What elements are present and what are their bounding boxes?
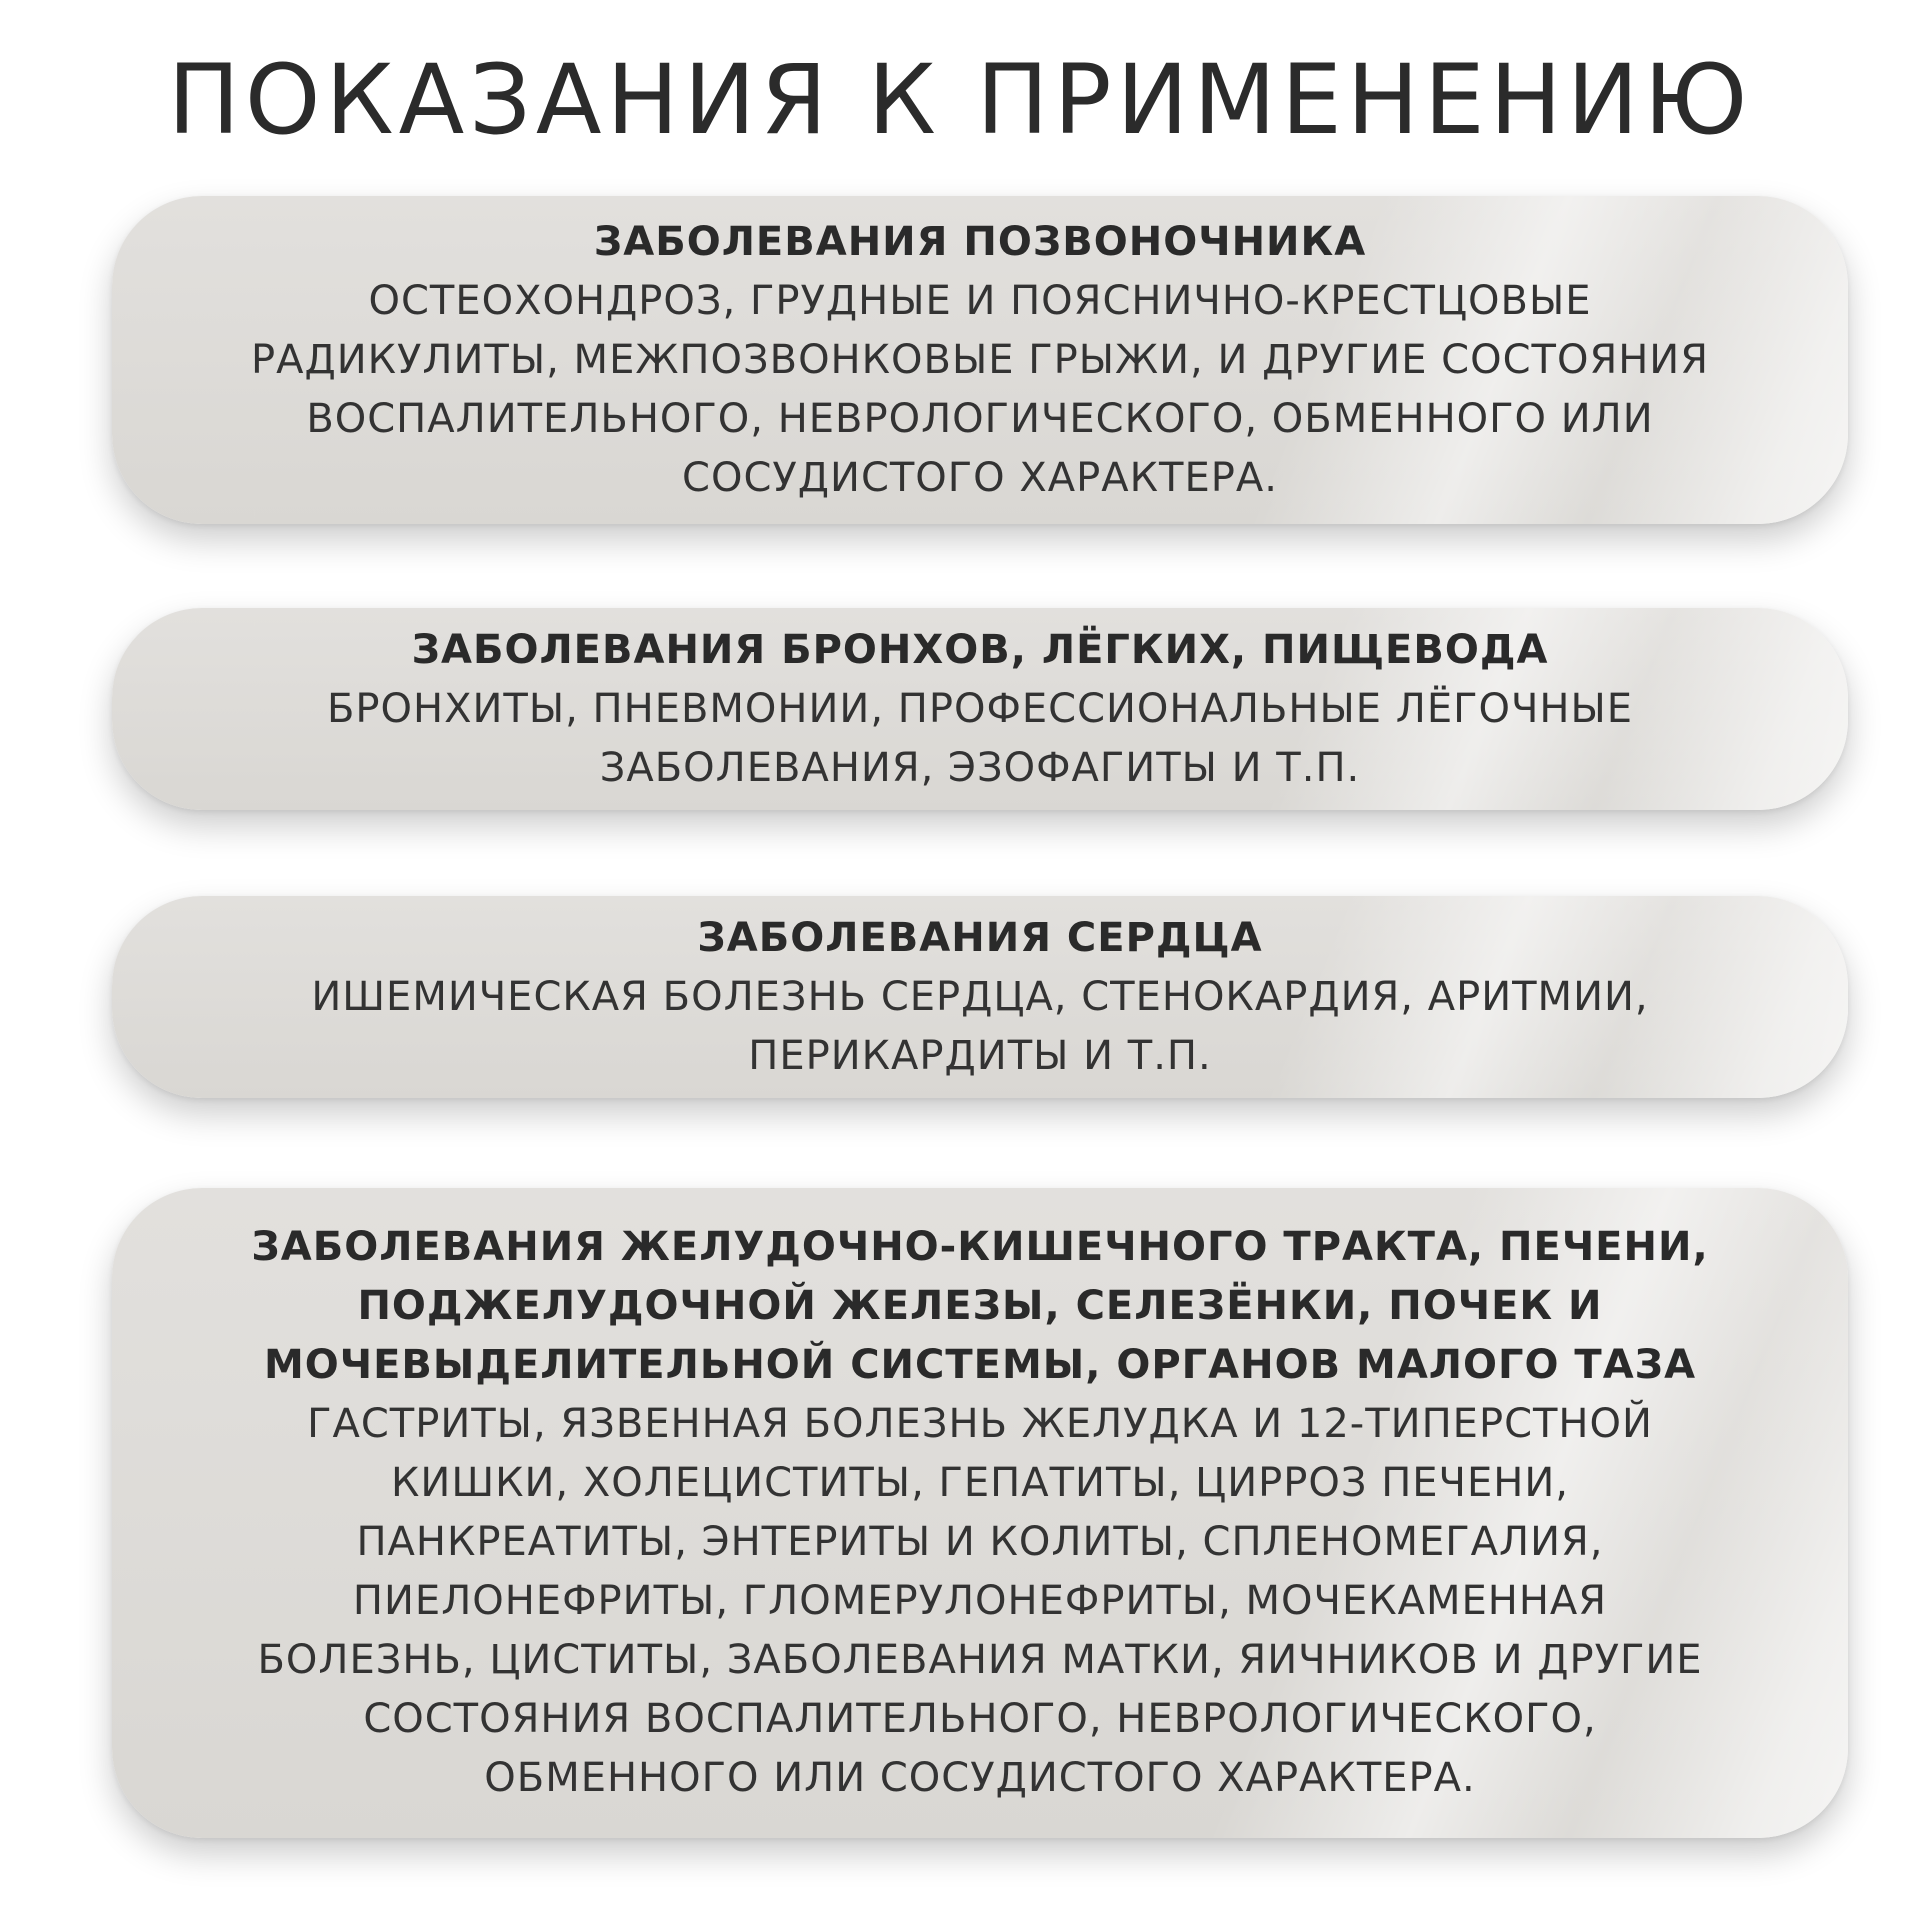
- card-heading: ЗАБОЛЕВАНИЯ СЕРДЦА: [697, 914, 1263, 961]
- card-body: ГАСТРИТЫ, ЯЗВЕННАЯ БОЛЕЗНЬ ЖЕЛУДКА И 12-ТИПЕРСТНОЙ КИШКИ, ХОЛЕЦИСТИТЫ, ГЕПАТИТЫ, ЦИРРОЗ ПЕЧЕНИ, ПАНКРЕАТИТЫ, ЭНТЕРИТЫ И КОЛИТЫ, СПЛЕНОМЕГАЛИЯ, ПИЕЛОНЕФРИТЫ, ГЛОМЕРУЛОНЕФРИТЫ, МОЧЕКАМЕННАЯ БОЛЕЗНЬ, ЦИСТИТЫ, ЗАБОЛЕВАНИЯ МАТКИ, ЯИЧНИКОВ И ДРУГИЕ СОСТОЯНИЯ ВОСПАЛИТЕЛЬНОГО, НЕВРОЛОГИЧЕСКОГО, ОБМЕННОГО ИЛИ СОСУДИСТОГО ХАРАКТЕРА.: [257, 1401, 1703, 1801]
- indication-card-respiratory: [112, 608, 1848, 810]
- card-body: ОСТЕОХОНДРОЗ, ГРУДНЫЕ И ПОЯСНИЧНО-КРЕСТЦОВЫЕ РАДИКУЛИТЫ, МЕЖПОЗВОНКОВЫЕ ГРЫЖИ, И ДРУГИЕ СОСТОЯНИЯ ВОСПАЛИТЕЛЬНОГО, НЕВРОЛОГИЧЕСКОГО, ОБМЕННОГО ИЛИ СОСУДИСТОГО ХАРАКТЕРА.: [250, 277, 1710, 501]
- card-heading: ЗАБОЛЕВАНИЯ ПОЗВОНОЧНИКА: [593, 218, 1367, 265]
- indication-card-spine: [112, 196, 1848, 524]
- indication-card-heart: [112, 896, 1848, 1098]
- indication-card-digestive: [112, 1188, 1848, 1838]
- card-body: БРОНХИТЫ, ПНЕВМОНИИ, ПРОФЕССИОНАЛЬНЫЕ ЛЁГОЧНЫЕ ЗАБОЛЕВАНИЯ, ЭЗОФАГИТЫ И Т.П.: [326, 685, 1634, 791]
- card-heading: ЗАБОЛЕВАНИЯ ЖЕЛУДОЧНО-КИШЕЧНОГО ТРАКТА, ПЕЧЕНИ, ПОДЖЕЛУДОЧНОЙ ЖЕЛЕЗЫ, СЕЛЕЗЁНКИ, ПОЧЕК И МОЧЕВЫДЕЛИТЕЛЬНОЙ СИСТЕМЫ, ОРГАНОВ МАЛОГО ТАЗА: [251, 1224, 1709, 1388]
- card-body: ИШЕМИЧЕСКАЯ БОЛЕЗНЬ СЕРДЦА, СТЕНОКАРДИЯ, АРИТМИИ, ПЕРИКАРДИТЫ И Т.П.: [311, 973, 1649, 1079]
- page-title: ПОКАЗАНИЯ К ПРИМЕНЕНИЮ: [167, 44, 1753, 156]
- card-heading: ЗАБОЛЕВАНИЯ БРОНХОВ, ЛЁГКИХ, ПИЩЕВОДА: [411, 626, 1549, 673]
